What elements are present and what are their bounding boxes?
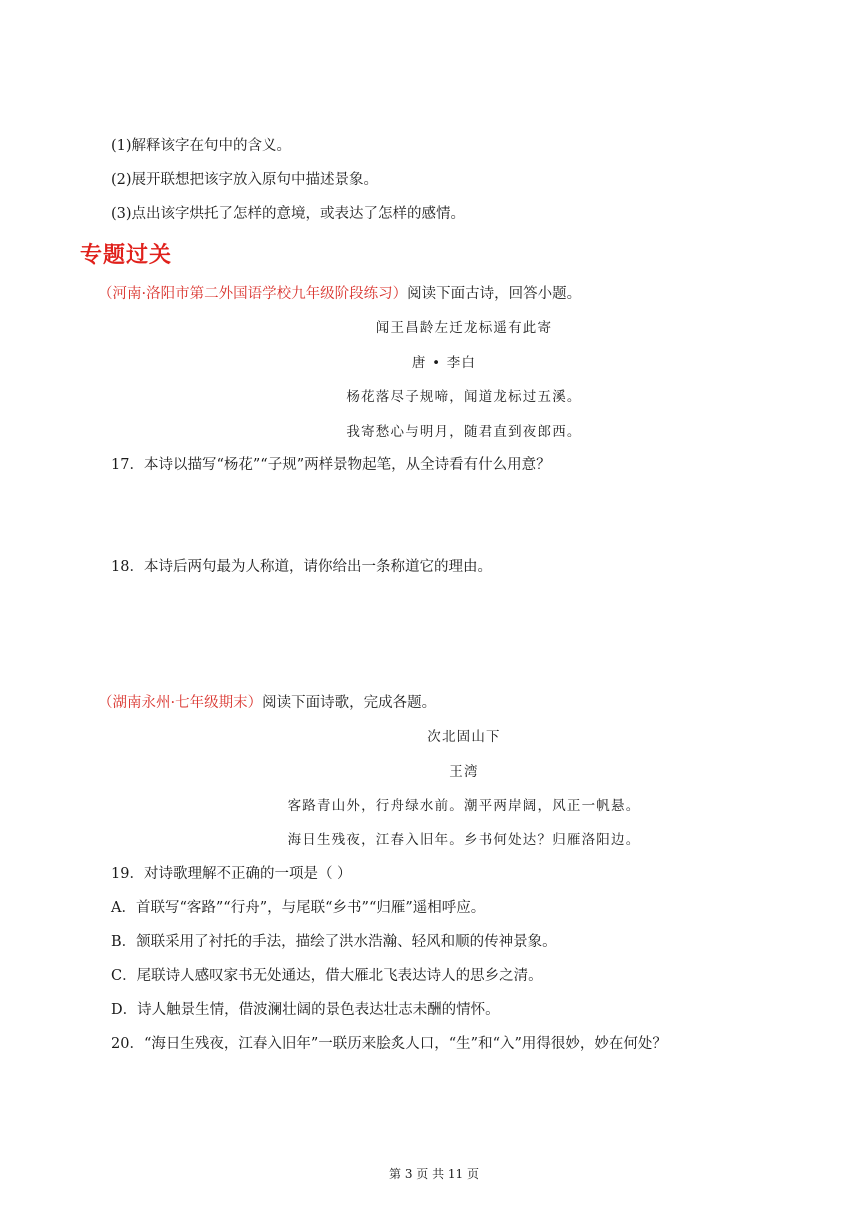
instruction-1: (1)解释该字在句中的含义。 [111,138,292,154]
question-20: 20．“海日生残夜，江春入旧年”一联历来脍炙人口，“生”和“入”用得很妙，妙在何处？ [111,1036,667,1052]
question-19: 19．对诗歌理解不正确的一项是（ ） [111,866,352,882]
poem2-author: 王湾 [449,764,479,780]
passage2-heading [98,693,436,713]
poem1-author: 唐 • 李白 [411,355,477,371]
question-19-option-a: A．首联写“客路”“行舟”，与尾联“乡书”“归雁”遥相呼应。 [111,900,486,916]
passage1-heading [98,284,581,304]
section-title: 专题过关 [80,243,173,268]
poem2-title: 次北固山下 [427,729,501,745]
question-18: 18．本诗后两句最为人称道，请你给出一条称道它的理由。 [111,559,492,575]
passage2-source: （湖南永州·七年级期末） [98,695,263,711]
poem1-line-2: 我寄愁心与明月，随君直到夜郎西。 [346,424,582,440]
poem2-line-1: 客路青山外，行舟绿水前。潮平两岸阔，风正一帆悬。 [287,798,641,814]
page-footer: 第 3 页 共 11 页 [389,1167,479,1181]
instruction-2: (2)展开联想把该字放入原句中描述景象。 [111,172,379,188]
passage1-intro: 阅读下面古诗，回答小题。 [407,286,582,302]
poem1-line-1: 杨花落尽子规啼，闻道龙标过五溪。 [346,389,582,405]
question-19-option-d: D．诗人触景生情，借波澜壮阔的景色表达壮志未酬的情怀。 [111,1002,500,1018]
passage2-intro: 阅读下面诗歌，完成各题。 [262,695,437,711]
passage1-source: （河南·洛阳市第二外国语学校九年级阶段练习） [98,286,408,302]
poem1-title: 闻王昌龄左迁龙标遥有此寄 [375,320,553,336]
question-19-option-c: C．尾联诗人感叹家书无处通达，借大雁北飞表达诗人的思乡之清。 [111,968,543,984]
question-17: 17．本诗以描写“杨花”“子规”两样景物起笔，从全诗看有什么用意？ [111,457,551,473]
question-19-option-b: B．颔联采用了衬托的手法，描绘了洪水浩瀚、轻风和顺的传神景象。 [111,934,557,950]
poem2-line-2: 海日生残夜，江春入旧年。乡书何处达？归雁洛阳边。 [287,832,641,848]
instruction-3: (3)点出该字烘托了怎样的意境，或表达了怎样的感情。 [111,206,466,222]
